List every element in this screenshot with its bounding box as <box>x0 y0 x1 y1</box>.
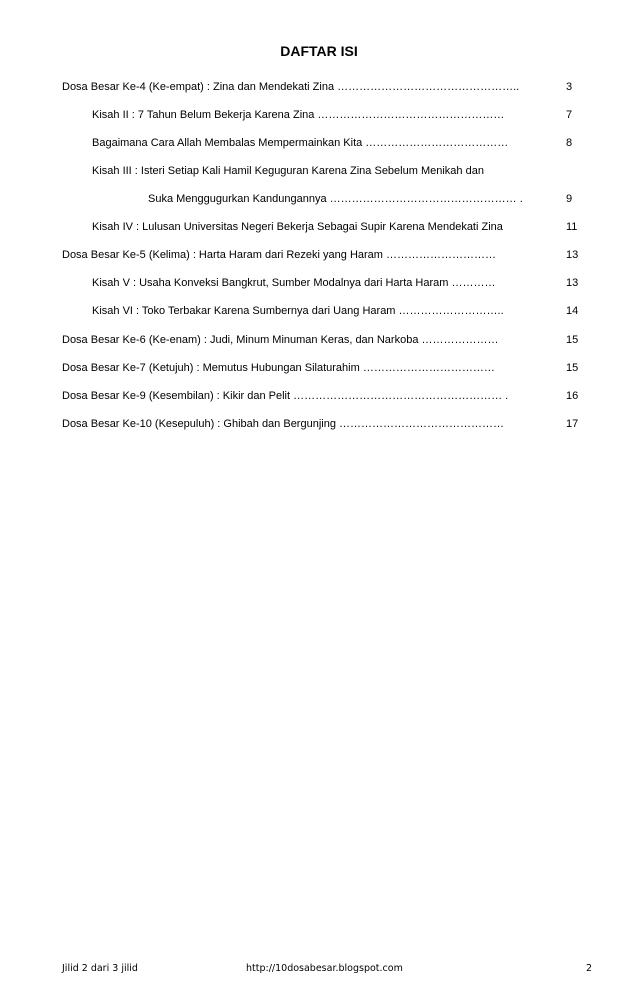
toc-entry-page: 16 <box>566 390 579 402</box>
toc-entry-title: Kisah VI : Toko Terbakar Karena Sumbernya dari Uang Haram ……………………….. <box>92 305 504 317</box>
toc-entry-title: Kisah V : Usaha Konveksi Bangkrut, Sumber Modalnya dari Harta Haram ………… <box>92 277 496 289</box>
toc-entry-page: 15 <box>566 362 579 374</box>
toc-entry-page: 9 <box>566 193 573 205</box>
toc-entry-page: 13 <box>566 249 579 261</box>
toc-entry-title: Dosa Besar Ke-4 (Ke-empat) : Zina dan Mendekati Zina ………………………………………….. <box>62 81 520 93</box>
toc-entry-title: Dosa Besar Ke-10 (Kesepuluh) : Ghibah dan Bergunjing ……………………………………… <box>62 418 505 430</box>
footer-volume: Jilid 2 dari 3 jilid <box>62 963 138 974</box>
toc-entry-page: 3 <box>566 81 573 93</box>
toc-entry-page: 8 <box>566 137 573 149</box>
toc-entry-page: 7 <box>566 109 573 121</box>
toc-entry-title: Kisah IV : Lulusan Universitas Negeri Bekerja Sebagai Supir Karena Mendekati Zina <box>92 221 503 233</box>
toc-entry-page: 13 <box>566 277 579 289</box>
toc-entry-title: Bagaimana Cara Allah Membalas Mempermainkan Kita ………………………………… <box>92 137 509 149</box>
toc-entry-page: 17 <box>566 418 579 430</box>
toc-entry-title: Dosa Besar Ke-9 (Kesembilan) : Kikir dan Pelit ………………………………………………… . <box>62 390 509 402</box>
toc-entry-title: Kisah II : 7 Tahun Belum Bekerja Karena Zina …………………………………………… <box>92 109 505 121</box>
toc-entry-page: 11 <box>566 221 578 233</box>
toc-entry-title: Kisah III : Isteri Setiap Kali Hamil Keguguran Karena Zina Sebelum Menikah dan <box>92 165 484 177</box>
toc-entry-page: 15 <box>566 334 579 346</box>
toc-entry-title: Dosa Besar Ke-6 (Ke-enam) : Judi, Minum Minuman Keras, dan Narkoba ………………… <box>62 334 499 346</box>
toc-entry-title: Dosa Besar Ke-7 (Ketujuh) : Memutus Hubungan Silaturahim ……………………………… <box>62 362 495 374</box>
footer-page-number: 2 <box>586 963 593 974</box>
footer-url[interactable]: http://10dosabesar.blogspot.com <box>246 963 403 974</box>
toc-entry-title: Dosa Besar Ke-5 (Kelima) : Harta Haram dari Rezeki yang Haram ………………………… <box>62 249 497 261</box>
toc-entry-title: Suka Menggugurkan Kandungannya …………………………………………… . <box>148 193 523 205</box>
toc-heading: DAFTAR ISI <box>280 43 358 59</box>
toc-entry-page: 14 <box>566 305 579 317</box>
